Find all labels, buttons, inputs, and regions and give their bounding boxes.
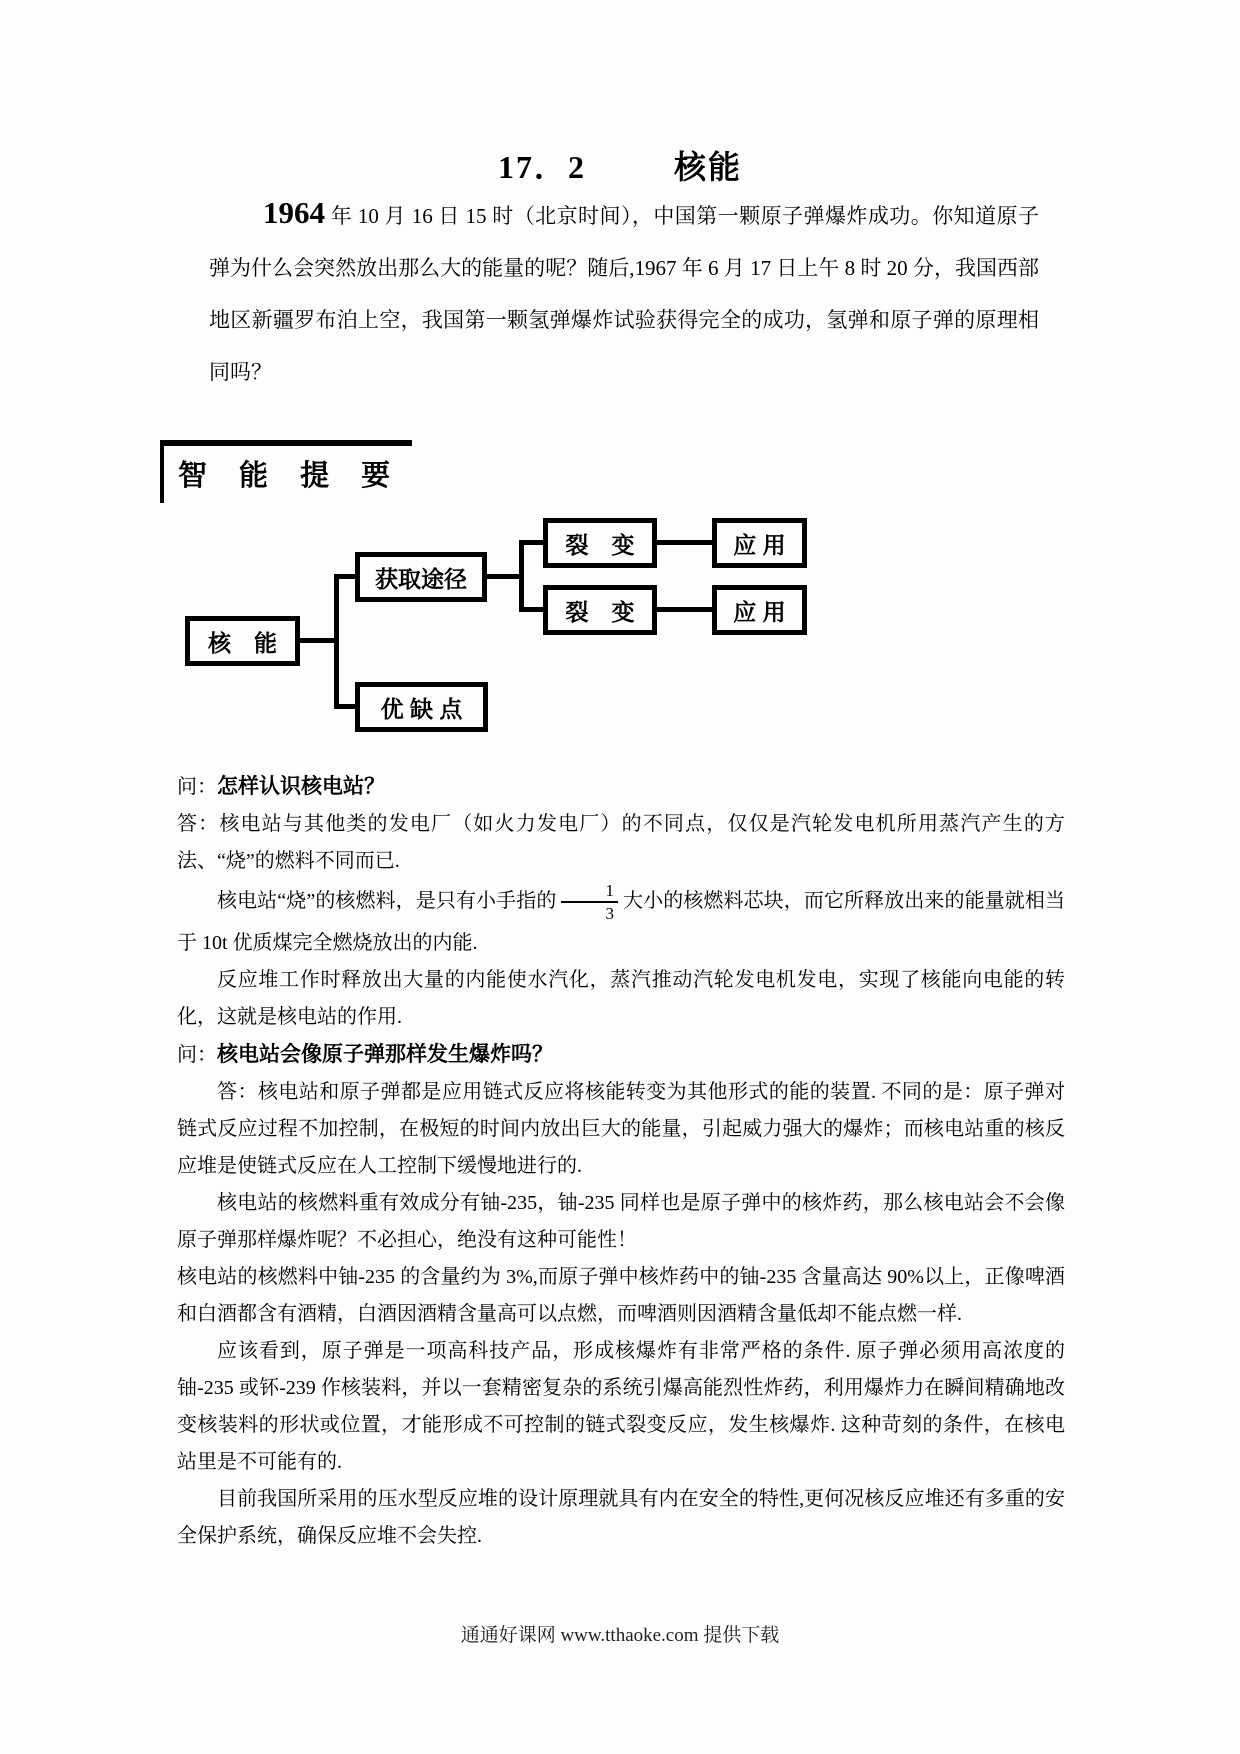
connector-line [522,540,543,545]
intro-paragraph [209,190,1039,398]
diagram-node-application-bottom: 应 用 [712,585,807,635]
answer-1-paragraph-3: 反应堆工作时释放出大量的内能使水汽化，蒸汽推动汽轮发电机发电，实现了核能向电能的转化，这就是核电站的作用. [177,968,1065,1028]
question-2 [177,1036,1065,1074]
connector-line [337,574,355,579]
diagram-node-nuclear-energy: 核 能 [185,616,300,666]
page-title [0,142,1240,188]
diagram-node-fission-top: 裂 变 [543,518,657,568]
intro-text: 年 10 月 16 日 15 时（北京时间），中国第一颗原子弹爆炸成功。你知道原子弹为什么会突然放出那么大的能量的呢？随后,1967 年 6 月 17 日上午 8 时 20 分，我国西部地区新疆罗布泊上空，我国第一颗氢弹爆炸试验获得完全的成功，氢弹和原子弹的原理相同吗？ [209,204,1039,384]
qa-section [177,768,1065,1555]
section-title-text: 核能 [674,149,743,185]
connector-line [300,638,337,643]
diagram-node-application-top: 应 用 [712,518,807,568]
answer-2-paragraph-1: 答：核电站和原子弹都是应用链式反应将核能转变为其他形式的能的装置. 不同的是：原子弹对链式反应过程不加控制，在极短的时间内放出巨大的能量，引起威力强大的爆炸；而核电站重的核反应堆是使链式反应在人工控制下缓慢地进行的. [177,1080,1065,1177]
answer-2-paragraph-2: 核电站的核燃料重有效成分有铀-235，铀-235 同样也是原子弹中的核炸药，那么核电站会不会像原子弹那样爆炸呢？不必担心，绝没有这种可能性！ [177,1191,1065,1251]
footer-credit: 通通好课网 www.tthaoke.com 提供下载 [460,1625,780,1646]
section-number: 17．2 [497,149,586,185]
answer-1-p2-pre: 核电站“烧”的核燃料，是只有小手指的 [217,889,557,912]
connector-line [334,574,339,709]
question-2-text: 核电站会像原子弹那样发生爆炸吗？ [217,1042,553,1066]
answer-2-paragraph-5: 目前我国所采用的压水型反应堆的设计原理就具有内在安全的特性,更何况核反应堆还有多重的安全保护系统，确保反应堆不会失控. [177,1487,1065,1547]
connector-line [487,574,523,579]
question-1-text: 怎样认识核电站？ [217,775,385,798]
diagram-node-pros-cons: 优 缺 点 [355,682,488,732]
question-label: 问： [177,1043,217,1066]
answer-1-paragraph-2 [177,880,1065,962]
connector-line [337,704,355,709]
section-header-smart-summary: 智 能 提 要 [160,440,412,503]
connector-line [522,607,543,612]
connector-line [657,607,712,612]
diagram-node-acquisition-path: 获取途径 [355,552,487,602]
question-1 [177,768,1065,806]
connector-line [519,540,524,612]
answer-2-paragraph-3: 核电站的核燃料中铀-235 的含量约为 3%,而原子弹中核炸药中的铀-235 含量高达 90%以上，正像啤酒和白酒都含有酒精，白酒因酒精含量高可以点燃，而啤酒则因酒精含量低却不能点燃一样. [177,1265,1065,1325]
fraction-one-third [561,880,618,925]
question-label: 问： [177,776,217,798]
connector-line [657,540,712,545]
answer-1-paragraph-1: 答：核电站与其他类的发电厂（如火力发电厂）的不同点，仅仅是汽轮发电机所用蒸汽产生的方法、“烧”的燃料不同而已. [177,813,1065,872]
diagram-node-fission-bottom: 裂 变 [543,585,657,635]
fraction-numerator: 1 [561,880,618,903]
answer-2-paragraph-4: 应该看到，原子弹是一项高科技产品，形成核爆炸有非常严格的条件. 原子弹必须用高浓度的铀-235 或钚-239 作核装料，并以一套精密复杂的系统引爆高能烈性炸药，利用爆炸力在瞬间精确地改变核装料的形状或位置，才能形成不可控制的链式裂变反应，发生核爆炸. 这种苛刻的条件，在核电站里是不可能有的. [177,1339,1065,1473]
answer-1-p2-post: 大小的核燃料芯块，而它所释放出来的能量就相当于 10t 优质煤完全燃烧放出的内能. [177,889,1065,954]
fraction-denominator: 3 [605,904,614,924]
intro-year: 1964 [263,195,325,230]
